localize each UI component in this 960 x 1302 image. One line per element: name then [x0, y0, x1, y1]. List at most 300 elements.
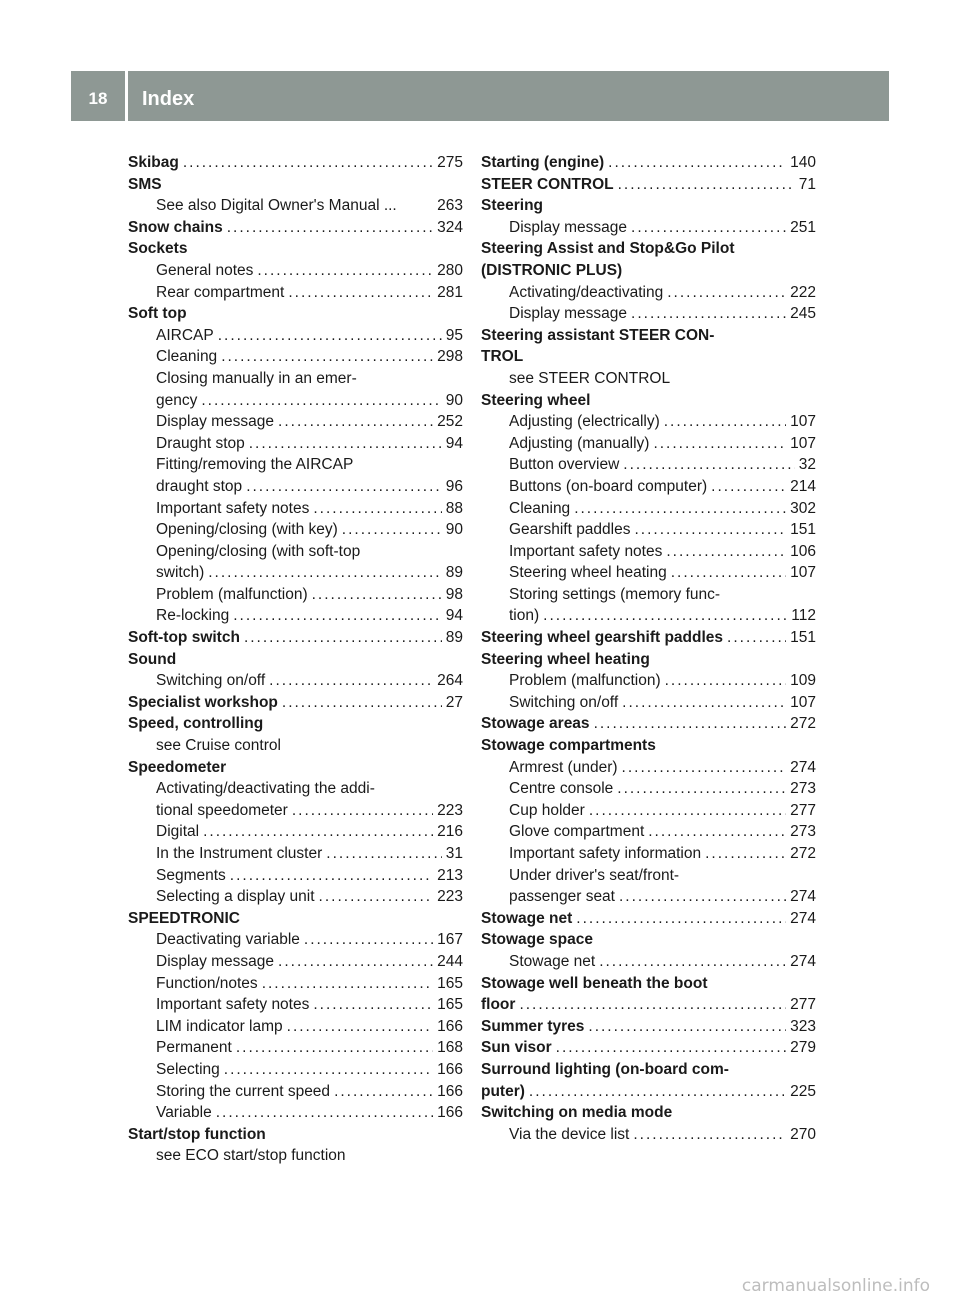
leader-dots: [313, 498, 441, 520]
index-heading: [128, 627, 463, 649]
index-heading: [481, 1016, 816, 1038]
leader-dots: [671, 562, 786, 584]
leader-dots: [588, 1016, 786, 1038]
entry-text: Cup holder: [509, 801, 585, 819]
entry-text: Cleaning: [509, 499, 571, 517]
entry-text: Display message: [156, 952, 275, 970]
page-reference: 166: [437, 1017, 463, 1035]
entry-text: Speedometer: [128, 758, 227, 776]
index-subentry: [481, 886, 816, 908]
entry-text: Steering Assist and Stop&Go Pilot: [481, 240, 735, 258]
page-reference: 225: [790, 1082, 816, 1100]
page-reference: 166: [437, 1104, 463, 1122]
entry-text: Opening/closing (with soft-top: [156, 542, 361, 560]
leader-dots: [278, 951, 433, 973]
entry-text: Segments: [156, 866, 226, 884]
entry-text: Sockets: [128, 240, 188, 258]
entry-text: Important safety notes: [156, 499, 310, 517]
index-subentry: [481, 951, 816, 973]
index-subentry: [128, 1037, 463, 1059]
leader-dots: [664, 411, 786, 433]
entry-text: Stowage well beneath the boot: [481, 974, 708, 992]
entry-text: tion): [509, 607, 540, 625]
entry-text: Switching on/off: [509, 693, 619, 711]
leader-dots: [633, 1124, 786, 1146]
index-subentry: [128, 584, 463, 606]
entry-text: tional speedometer: [156, 801, 288, 819]
entry-text: Sound: [128, 650, 177, 668]
index-subentry: [128, 1059, 463, 1081]
leader-dots: [282, 692, 442, 714]
leader-dots: [574, 498, 786, 520]
entry-text: Switching on media mode: [481, 1104, 673, 1122]
page-reference: 251: [790, 218, 816, 236]
page-reference: 213: [437, 866, 463, 884]
entry-text: Glove compartment: [509, 823, 645, 841]
index-subentry: [481, 562, 816, 584]
index-subentry: [481, 800, 816, 822]
page-number: 18: [88, 89, 108, 108]
page-header: [71, 71, 889, 121]
index-subentry: [128, 1102, 463, 1124]
page-reference: 88: [445, 499, 463, 517]
page-reference: 273: [790, 780, 816, 798]
page-reference: 96: [445, 477, 463, 495]
page-reference: 31: [445, 845, 463, 862]
index-subentry: [128, 325, 463, 347]
entry-text: STEER CONTROL: [481, 175, 614, 193]
page-reference: 272: [790, 845, 816, 862]
index-heading: [481, 929, 816, 951]
index-subentry: [128, 1016, 463, 1038]
page-reference: 222: [790, 283, 816, 301]
entry-text: Soft top: [128, 305, 187, 323]
index-subentry: [128, 454, 463, 476]
leader-dots: [556, 1037, 786, 1059]
entry-text: switch): [156, 564, 205, 582]
entry-text: Important safety notes: [156, 996, 310, 1014]
page-reference: 90: [445, 521, 463, 539]
leader-dots: [543, 605, 787, 627]
page-reference: 245: [790, 305, 816, 323]
index-heading: [128, 757, 463, 779]
leader-dots: [667, 282, 786, 304]
leader-dots: [342, 519, 442, 541]
entry-text: Problem (malfunction): [156, 585, 308, 603]
entry-text: Buttons (on-board computer): [509, 477, 708, 495]
watermark: carmanualsonline.info: [741, 1276, 930, 1296]
entry-text: Centre console: [509, 780, 614, 798]
leader-dots: [608, 152, 786, 174]
index-subentry: [481, 778, 816, 800]
page-reference: 324: [437, 218, 463, 236]
entry-text: Steering: [481, 197, 544, 215]
leader-dots: [221, 346, 433, 368]
index-subentry: [128, 390, 463, 412]
leader-dots: [278, 411, 433, 433]
leader-dots: [594, 713, 787, 735]
entry-text: Deactivating variable: [156, 931, 300, 949]
entry-text: Selecting: [156, 1060, 220, 1078]
leader-dots: [312, 584, 442, 606]
leader-dots: [236, 1037, 433, 1059]
leader-dots: [576, 908, 786, 930]
index-subentry: [481, 821, 816, 843]
entry-text: Variable: [156, 1104, 212, 1122]
entry-text: Digital: [156, 823, 200, 841]
leader-dots: [326, 843, 441, 865]
leader-dots: [618, 174, 795, 196]
index-heading: [481, 908, 816, 930]
page-reference: 165: [437, 996, 463, 1014]
index-heading: [481, 973, 816, 995]
page-reference: 216: [437, 823, 463, 841]
index-subentry: [481, 433, 816, 455]
entry-text: Stowage net: [509, 952, 596, 970]
entry-text: Specialist workshop: [128, 693, 278, 711]
index-subentry: [128, 778, 463, 800]
entry-text: see Cruise control: [156, 737, 281, 755]
index-subentry: [481, 519, 816, 541]
leader-dots: [230, 865, 433, 887]
leader-dots: [622, 692, 786, 714]
page-reference: 275: [437, 154, 463, 171]
index-subentry: [128, 411, 463, 433]
index-subentry: [481, 605, 816, 627]
index-heading: [481, 346, 816, 368]
entry-text: Surround lighting (on-board com-: [481, 1060, 729, 1078]
leader-dots: [257, 260, 433, 282]
entry-text: Adjusting (manually): [509, 434, 650, 452]
index-subentry: [128, 605, 463, 627]
page-reference: 166: [437, 1060, 463, 1078]
entry-text: Selecting a display unit: [156, 888, 315, 906]
page-reference: 71: [798, 175, 816, 193]
leader-dots: [218, 325, 442, 347]
leader-dots: [216, 1102, 433, 1124]
leader-dots: [224, 1059, 433, 1081]
index-heading: [481, 1037, 816, 1059]
page-reference: 244: [437, 952, 463, 970]
index-heading: [128, 713, 463, 735]
page-reference: 89: [445, 564, 463, 582]
index-subentry: [128, 368, 463, 390]
index-subentry: [481, 498, 816, 520]
entry-text: LIM indicator lamp: [156, 1017, 283, 1035]
leader-dots: [622, 757, 787, 779]
index-heading: [481, 994, 816, 1016]
leader-dots: [631, 217, 786, 239]
entry-text: See also Digital Owner's Manual ...: [156, 197, 397, 215]
leader-dots: [665, 670, 787, 692]
index-subentry: [128, 973, 463, 995]
page-reference: 107: [790, 564, 816, 582]
entry-text: Gearshift paddles: [509, 521, 631, 539]
index-subentry: [128, 929, 463, 951]
leader-dots: [233, 605, 442, 627]
index-subentry: [128, 735, 463, 757]
index-heading: [481, 1059, 816, 1081]
index-subentry: [128, 433, 463, 455]
page-reference: 273: [790, 823, 816, 841]
page-reference: 252: [437, 413, 463, 431]
index-subentry: [481, 368, 816, 390]
entry-text: Sun visor: [481, 1039, 552, 1057]
index-heading: [481, 649, 816, 671]
leader-dots: [249, 433, 442, 455]
page-reference: 27: [445, 693, 463, 711]
page-reference: 151: [790, 629, 816, 647]
index-heading: [481, 174, 816, 196]
leader-dots: [617, 778, 786, 800]
entry-text: floor: [481, 996, 516, 1014]
entry-text: Armrest (under): [509, 758, 618, 776]
entry-text: General notes: [156, 261, 254, 279]
header-divider: [125, 71, 128, 121]
index-subentry: [128, 562, 463, 584]
index-subentry: [128, 195, 463, 217]
index-subentry: [481, 584, 816, 606]
index-subentry: [128, 1081, 463, 1103]
entry-text: Re-locking: [156, 607, 230, 625]
index-heading: [481, 238, 816, 260]
leader-dots: [711, 476, 786, 498]
index-column-right: [481, 152, 816, 1145]
page-reference: 168: [437, 1039, 463, 1057]
entry-text: Permanent: [156, 1039, 232, 1057]
index-subentry: [481, 476, 816, 498]
leader-dots: [203, 821, 433, 843]
index-heading: [128, 152, 463, 174]
entry-text: Function/notes: [156, 974, 258, 992]
page-reference: 277: [790, 996, 816, 1014]
page-reference: 274: [790, 909, 816, 927]
section-title: Index: [142, 88, 195, 110]
entry-text: Summer tyres: [481, 1017, 585, 1035]
entry-text: TROL: [481, 348, 524, 366]
index-heading: [128, 692, 463, 714]
index-heading: [481, 713, 816, 735]
index-heading: [128, 303, 463, 325]
page-reference: 107: [790, 693, 816, 711]
index-subentry: [128, 843, 463, 865]
entry-text: Button overview: [509, 456, 620, 474]
entry-text: Storing the current speed: [156, 1082, 331, 1100]
entry-text: see STEER CONTROL: [509, 369, 671, 387]
entry-text: Starting (engine): [481, 154, 605, 171]
entry-text: Draught stop: [156, 434, 245, 452]
page-reference: 281: [437, 283, 463, 301]
entry-text: puter): [481, 1082, 525, 1100]
index-subentry: [481, 692, 816, 714]
index-subentry: [128, 886, 463, 908]
page-reference: 279: [790, 1039, 816, 1057]
leader-dots: [201, 390, 441, 412]
index-heading: [128, 1124, 463, 1146]
leader-dots: [529, 1081, 786, 1103]
index-subentry: [128, 498, 463, 520]
page-reference: 140: [790, 154, 816, 171]
index-subentry: [128, 476, 463, 498]
page-reference: 277: [790, 801, 816, 819]
leader-dots: [287, 1016, 433, 1038]
entry-text: Steering wheel heating: [509, 564, 667, 582]
entry-text: Opening/closing (with key): [156, 521, 338, 539]
page-reference: 167: [437, 931, 463, 949]
entry-text: gency: [156, 391, 198, 409]
leader-dots: [313, 994, 433, 1016]
leader-dots: [589, 800, 786, 822]
index-subentry: [481, 865, 816, 887]
entry-text: Speed, controlling: [128, 715, 264, 733]
entry-text: Activating/deactivating the addi-: [156, 780, 375, 798]
entry-text: Display message: [156, 413, 275, 431]
index-heading: [128, 908, 463, 930]
entry-text: SPEEDTRONIC: [128, 909, 240, 927]
page-reference: 280: [437, 261, 463, 279]
entry-text: Steering wheel gearshift paddles: [481, 629, 724, 647]
index-subentry: [481, 282, 816, 304]
leader-dots: [519, 994, 786, 1016]
index-heading: [481, 390, 816, 412]
leader-dots: [727, 627, 786, 649]
index-subentry: [481, 1124, 816, 1146]
index-heading: [128, 174, 463, 196]
entry-text: Important safety information: [509, 845, 702, 862]
page-reference: 264: [437, 672, 463, 690]
leader-dots: [288, 282, 433, 304]
index-heading: [481, 1081, 816, 1103]
index-subentry: [481, 454, 816, 476]
index-heading: [481, 152, 816, 174]
leader-dots: [246, 476, 442, 498]
page-reference: 274: [790, 952, 816, 970]
entry-text: Under driver's seat/front-: [509, 866, 680, 884]
page-reference: 107: [790, 413, 816, 431]
entry-text: Stowage compartments: [481, 737, 656, 755]
index-subentry: [481, 541, 816, 563]
page-reference: 107: [790, 434, 816, 452]
page-reference: 263: [437, 197, 463, 215]
page-reference: 166: [437, 1082, 463, 1100]
index-column-left: [128, 152, 463, 1167]
entry-text: Snow chains: [128, 218, 223, 236]
index-subentry: [128, 865, 463, 887]
leader-dots: [648, 821, 786, 843]
index-heading: [481, 260, 816, 282]
leader-dots: [666, 541, 786, 563]
index-subentry: [128, 1145, 463, 1167]
entry-text: Steering assistant STEER CON-: [481, 326, 715, 344]
page-reference: 94: [445, 434, 463, 452]
index-subentry: [128, 800, 463, 822]
leader-dots: [304, 929, 433, 951]
leader-dots: [653, 433, 786, 455]
leader-dots: [262, 973, 433, 995]
entry-text: SMS: [128, 175, 162, 193]
leader-dots: [227, 217, 433, 239]
entry-text: Display message: [509, 218, 628, 236]
index-subentry: [481, 670, 816, 692]
page-reference: 109: [790, 672, 816, 690]
entry-text: passenger seat: [509, 888, 615, 906]
page-reference: 106: [790, 542, 816, 560]
entry-text: see ECO start/stop function: [156, 1147, 346, 1165]
index-subentry: [128, 260, 463, 282]
entry-text: Steering wheel heating: [481, 650, 650, 668]
page-reference: 298: [437, 348, 463, 366]
page-reference: 274: [790, 888, 816, 906]
entry-text: Via the device list: [509, 1125, 630, 1143]
leader-dots: [705, 843, 786, 865]
index-subentry: [128, 951, 463, 973]
index-subentry: [481, 757, 816, 779]
page-reference: 32: [798, 456, 816, 474]
entry-text: In the Instrument cluster: [156, 845, 323, 862]
entry-text: AIRCAP: [156, 326, 214, 344]
index-subentry: [128, 346, 463, 368]
page-reference: 302: [790, 499, 816, 517]
entry-text: Switching on/off: [156, 672, 266, 690]
leader-dots: [269, 670, 433, 692]
entry-text: Display message: [509, 305, 628, 323]
index-subentry: [481, 217, 816, 239]
leader-dots: [208, 562, 442, 584]
index-subentry: [481, 843, 816, 865]
leader-dots: [619, 886, 786, 908]
index-subentry: [128, 994, 463, 1016]
leader-dots: [183, 152, 433, 174]
entry-text: Start/stop function: [128, 1125, 266, 1143]
entry-text: Rear compartment: [156, 283, 285, 301]
page-reference: 98: [445, 585, 463, 603]
leader-dots: [631, 303, 786, 325]
entry-text: Steering wheel: [481, 391, 591, 409]
page-reference: 112: [791, 607, 816, 625]
entry-text: Closing manually in an emer-: [156, 369, 357, 387]
leader-dots: [635, 519, 787, 541]
leader-dots: [292, 800, 433, 822]
entry-text: (DISTRONIC PLUS): [481, 261, 623, 279]
index-subentry: [481, 303, 816, 325]
page-reference: 165: [437, 974, 463, 992]
page-reference: 94: [445, 607, 463, 625]
leader-dots: [244, 627, 442, 649]
entry-text: Stowage net: [481, 909, 573, 927]
entry-text: Soft-top switch: [128, 629, 240, 647]
entry-text: Stowage areas: [481, 715, 590, 733]
entry-text: Fitting/removing the AIRCAP: [156, 456, 354, 474]
entry-text: Problem (malfunction): [509, 672, 661, 690]
index-subentry: [128, 519, 463, 541]
entry-text: Activating/deactivating: [509, 283, 664, 301]
index-heading: [481, 1102, 816, 1124]
page-reference: 151: [790, 521, 816, 539]
index-subentry: [481, 411, 816, 433]
page-reference: 223: [437, 801, 463, 819]
index-heading: [481, 195, 816, 217]
index-subentry: [128, 282, 463, 304]
page-reference: 274: [790, 758, 816, 776]
index-heading: [128, 238, 463, 260]
entry-text: Storing settings (memory func-: [509, 585, 721, 603]
index-subentry: [128, 541, 463, 563]
index-heading: [481, 627, 816, 649]
leader-dots: [599, 951, 786, 973]
index-heading: [128, 649, 463, 671]
entry-text: Cleaning: [156, 348, 218, 366]
page-reference: 214: [790, 477, 816, 495]
